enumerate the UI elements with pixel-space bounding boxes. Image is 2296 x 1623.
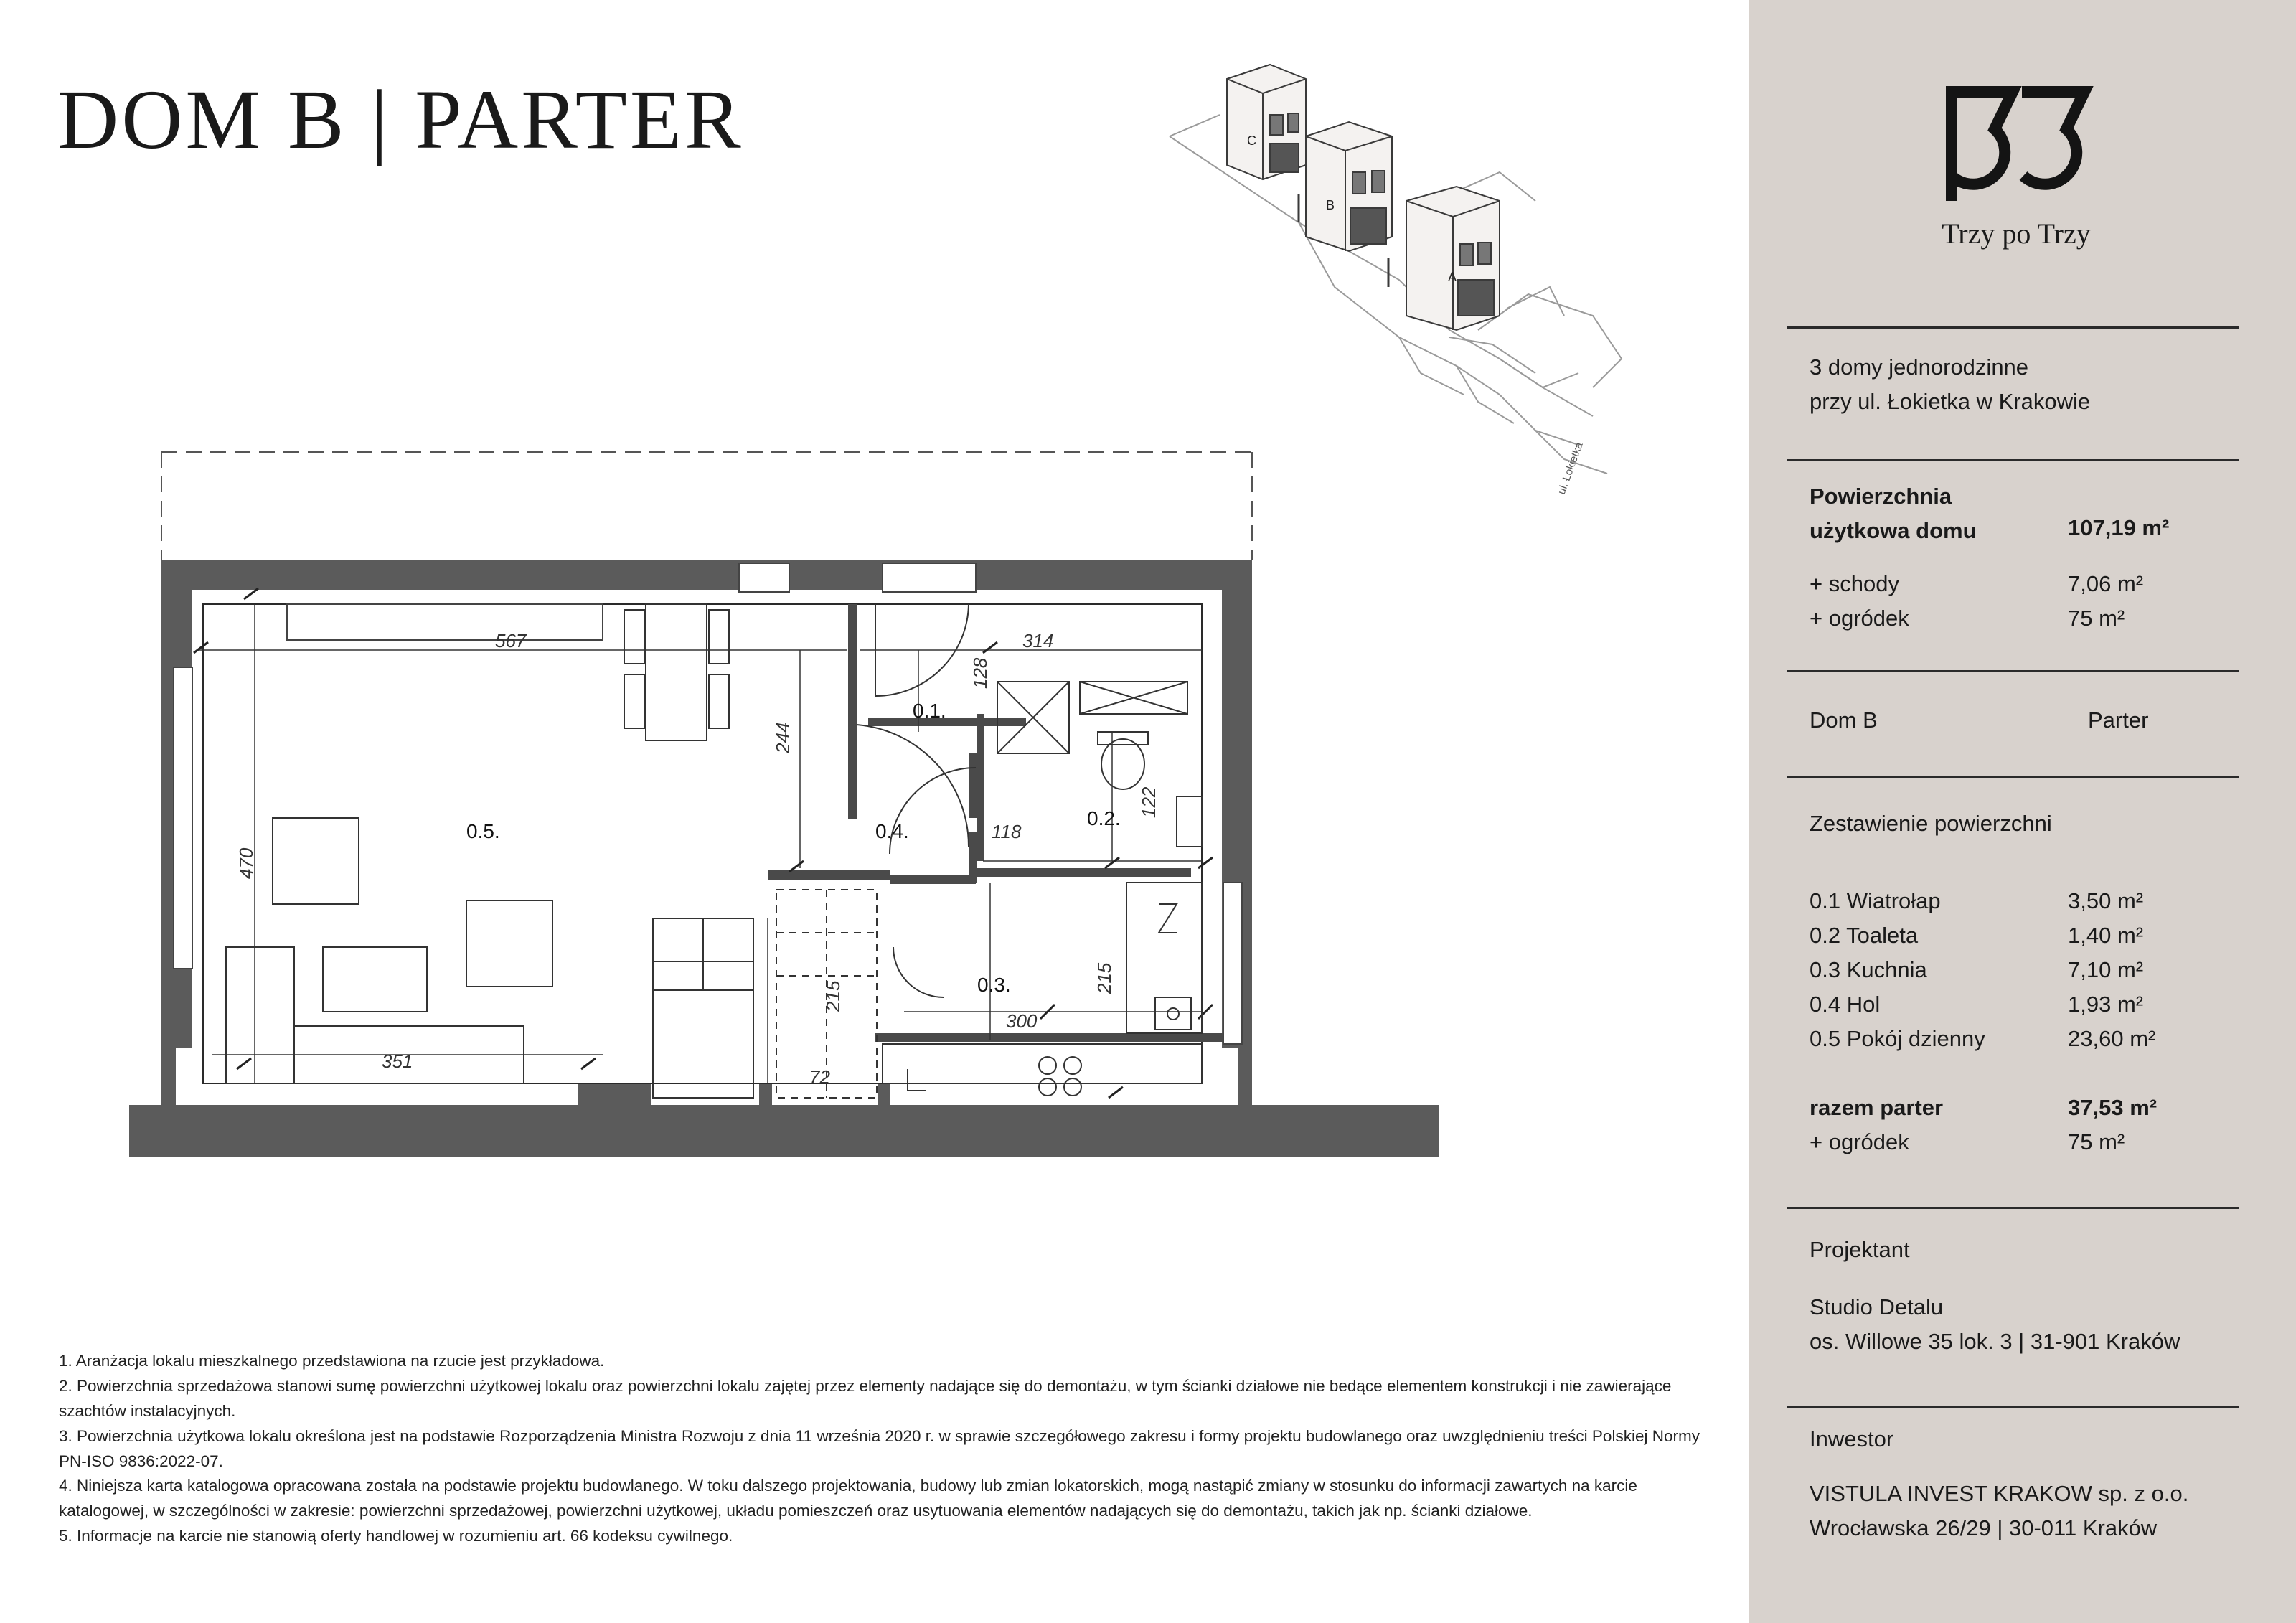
dim-128: 128 [969, 657, 991, 689]
room-label-0-1: 0.1. [913, 700, 946, 722]
site-axonometric-sketch [1162, 57, 1665, 502]
room-label-0-2: 0.2. [1087, 807, 1121, 829]
note-1: 1. Aranżacja lokalu mieszkalnego przedstawiona na rzucie jest przykładowa. [59, 1352, 605, 1370]
area-label-2: użytkowa domu [1810, 518, 1977, 543]
street-label: ul. Łokietka [1555, 441, 1586, 497]
note-3: 3. Powierzchnia użytkowa lokalu określona jest na podstawie Rozporządzenia Ministra Rozwoju z dnia 11 września 2020 r. w sprawie szczegółowego zakresu i formy projektu budowlanego oraz uwzględnieniu treści Polskiej Normy PN-ISO 9836:2022-07. [59, 1426, 1700, 1470]
page-title: DOM B | PARTER [57, 72, 744, 166]
dim-567: 567 [495, 630, 527, 651]
room-row-label: 0.1 Wiatrołap [1810, 888, 1941, 913]
area-label-1: Powierzchnia [1810, 484, 1952, 509]
total-label: razem parter [1810, 1095, 1944, 1120]
dim-215-stairs: 215 [822, 980, 844, 1012]
logo-33-icon [1937, 86, 2095, 215]
note-4: 4. Niniejsza karta katalogowa opracowana została na podstawie projektu budowlanego. W toku dalszego projektowania, budowy lub zmian lokatorskich, mogą nastąpić zmiany w stosunku do informacji zawartych na karcie katalogowej, w szczególności w zakresie: powierzchni sprzedażowej, powierzchni użytkowej, układu pomieszczeń oraz usytuowania elementów nadających się do demontażu, takich jak np. ścianki działowe. [59, 1477, 1637, 1520]
room-row-label: 0.4 Hol [1810, 992, 1881, 1017]
investor-name: VISTULA INVEST KRAKOW sp. z o.o. [1810, 1481, 2189, 1506]
house-a-label: A [1448, 270, 1457, 284]
intro-line-2: przy ul. Łokietka w Krakowie [1810, 389, 2091, 414]
divider-1 [1787, 326, 2239, 329]
room-row-value: 7,10 m² [2068, 957, 2144, 982]
designer-name: Studio Detalu [1810, 1294, 1944, 1319]
dim-72: 72 [809, 1066, 830, 1088]
designer-title: Projektant [1810, 1237, 1910, 1262]
divider-4 [1787, 776, 2239, 778]
room-row-label: 0.5 Pokój dzienny [1810, 1026, 1985, 1051]
house-name: Dom B [1810, 707, 1878, 733]
divider-2 [1787, 459, 2239, 461]
room-row-value: 1,93 m² [2068, 992, 2144, 1017]
dim-470: 470 [235, 847, 257, 879]
dim-300: 300 [1006, 1010, 1038, 1032]
dim-118: 118 [992, 821, 1022, 842]
extra-value-stairs: 7,06 m² [2068, 571, 2144, 596]
footnotes [59, 1349, 1731, 1549]
designer-address: os. Willowe 35 lok. 3 | 31-901 Kraków [1810, 1329, 2180, 1354]
extra-label-garden: + ogródek [1810, 606, 1909, 631]
summary-title: Zestawienie powierzchni [1810, 811, 2052, 836]
note-5: 5. Informacje na karcie nie stanowią oferty handlowej w rozumieniu art. 66 kodeksu cywilnego. [59, 1527, 733, 1546]
room-row-value: 1,40 m² [2068, 923, 2144, 948]
total-value: 37,53 m² [2068, 1095, 2158, 1120]
floor-name: Parter [2088, 707, 2149, 733]
extra-value-garden: 75 m² [2068, 606, 2125, 631]
note-2: 2. Powierzchnia sprzedażowa stanowi sumę powierzchni użytkowej lokalu oraz powierzchni lokalu zajętej przez elementy nadające się do demontażu, w tym ścianki działowe nie bedące elementem konstrukcji i nie zawierające szachtów instalacyjnych. [59, 1376, 1672, 1420]
room-row-value: 3,50 m² [2068, 888, 2144, 913]
investor-address: Wrocławska 26/29 | 30-011 Kraków [1810, 1515, 2158, 1540]
room-row-value: 23,60 m² [2068, 1026, 2156, 1051]
floor-plan [122, 445, 1457, 1162]
house-c-label: C [1247, 133, 1256, 148]
divider-5 [1787, 1207, 2239, 1209]
garden-value: 75 m² [2068, 1129, 2125, 1154]
room-row-label: 0.2 Toaleta [1810, 923, 1919, 948]
room-label-0-5: 0.5. [466, 820, 500, 842]
dim-122: 122 [1138, 786, 1159, 818]
room-row-label: 0.3 Kuchnia [1810, 957, 1927, 982]
room-label-0-4: 0.4. [875, 820, 909, 842]
garden-label: + ogródek [1810, 1129, 1909, 1154]
intro-line-1: 3 domy jednorodzinne [1810, 354, 2029, 380]
dim-215-kitchen: 215 [1093, 962, 1115, 994]
logo-text: Trzy po Trzy [1942, 217, 2091, 250]
room-label-0-3: 0.3. [977, 974, 1011, 996]
dim-244: 244 [772, 722, 794, 753]
area-value: 107,19 m² [2068, 515, 2170, 540]
divider-3 [1787, 670, 2239, 672]
extra-label-stairs: + schody [1810, 571, 1899, 596]
house-b-label: B [1326, 198, 1335, 212]
investor-title: Inwestor [1810, 1426, 1894, 1452]
divider-6 [1787, 1406, 2239, 1408]
dim-351: 351 [382, 1050, 413, 1072]
dim-314: 314 [1022, 630, 1054, 651]
